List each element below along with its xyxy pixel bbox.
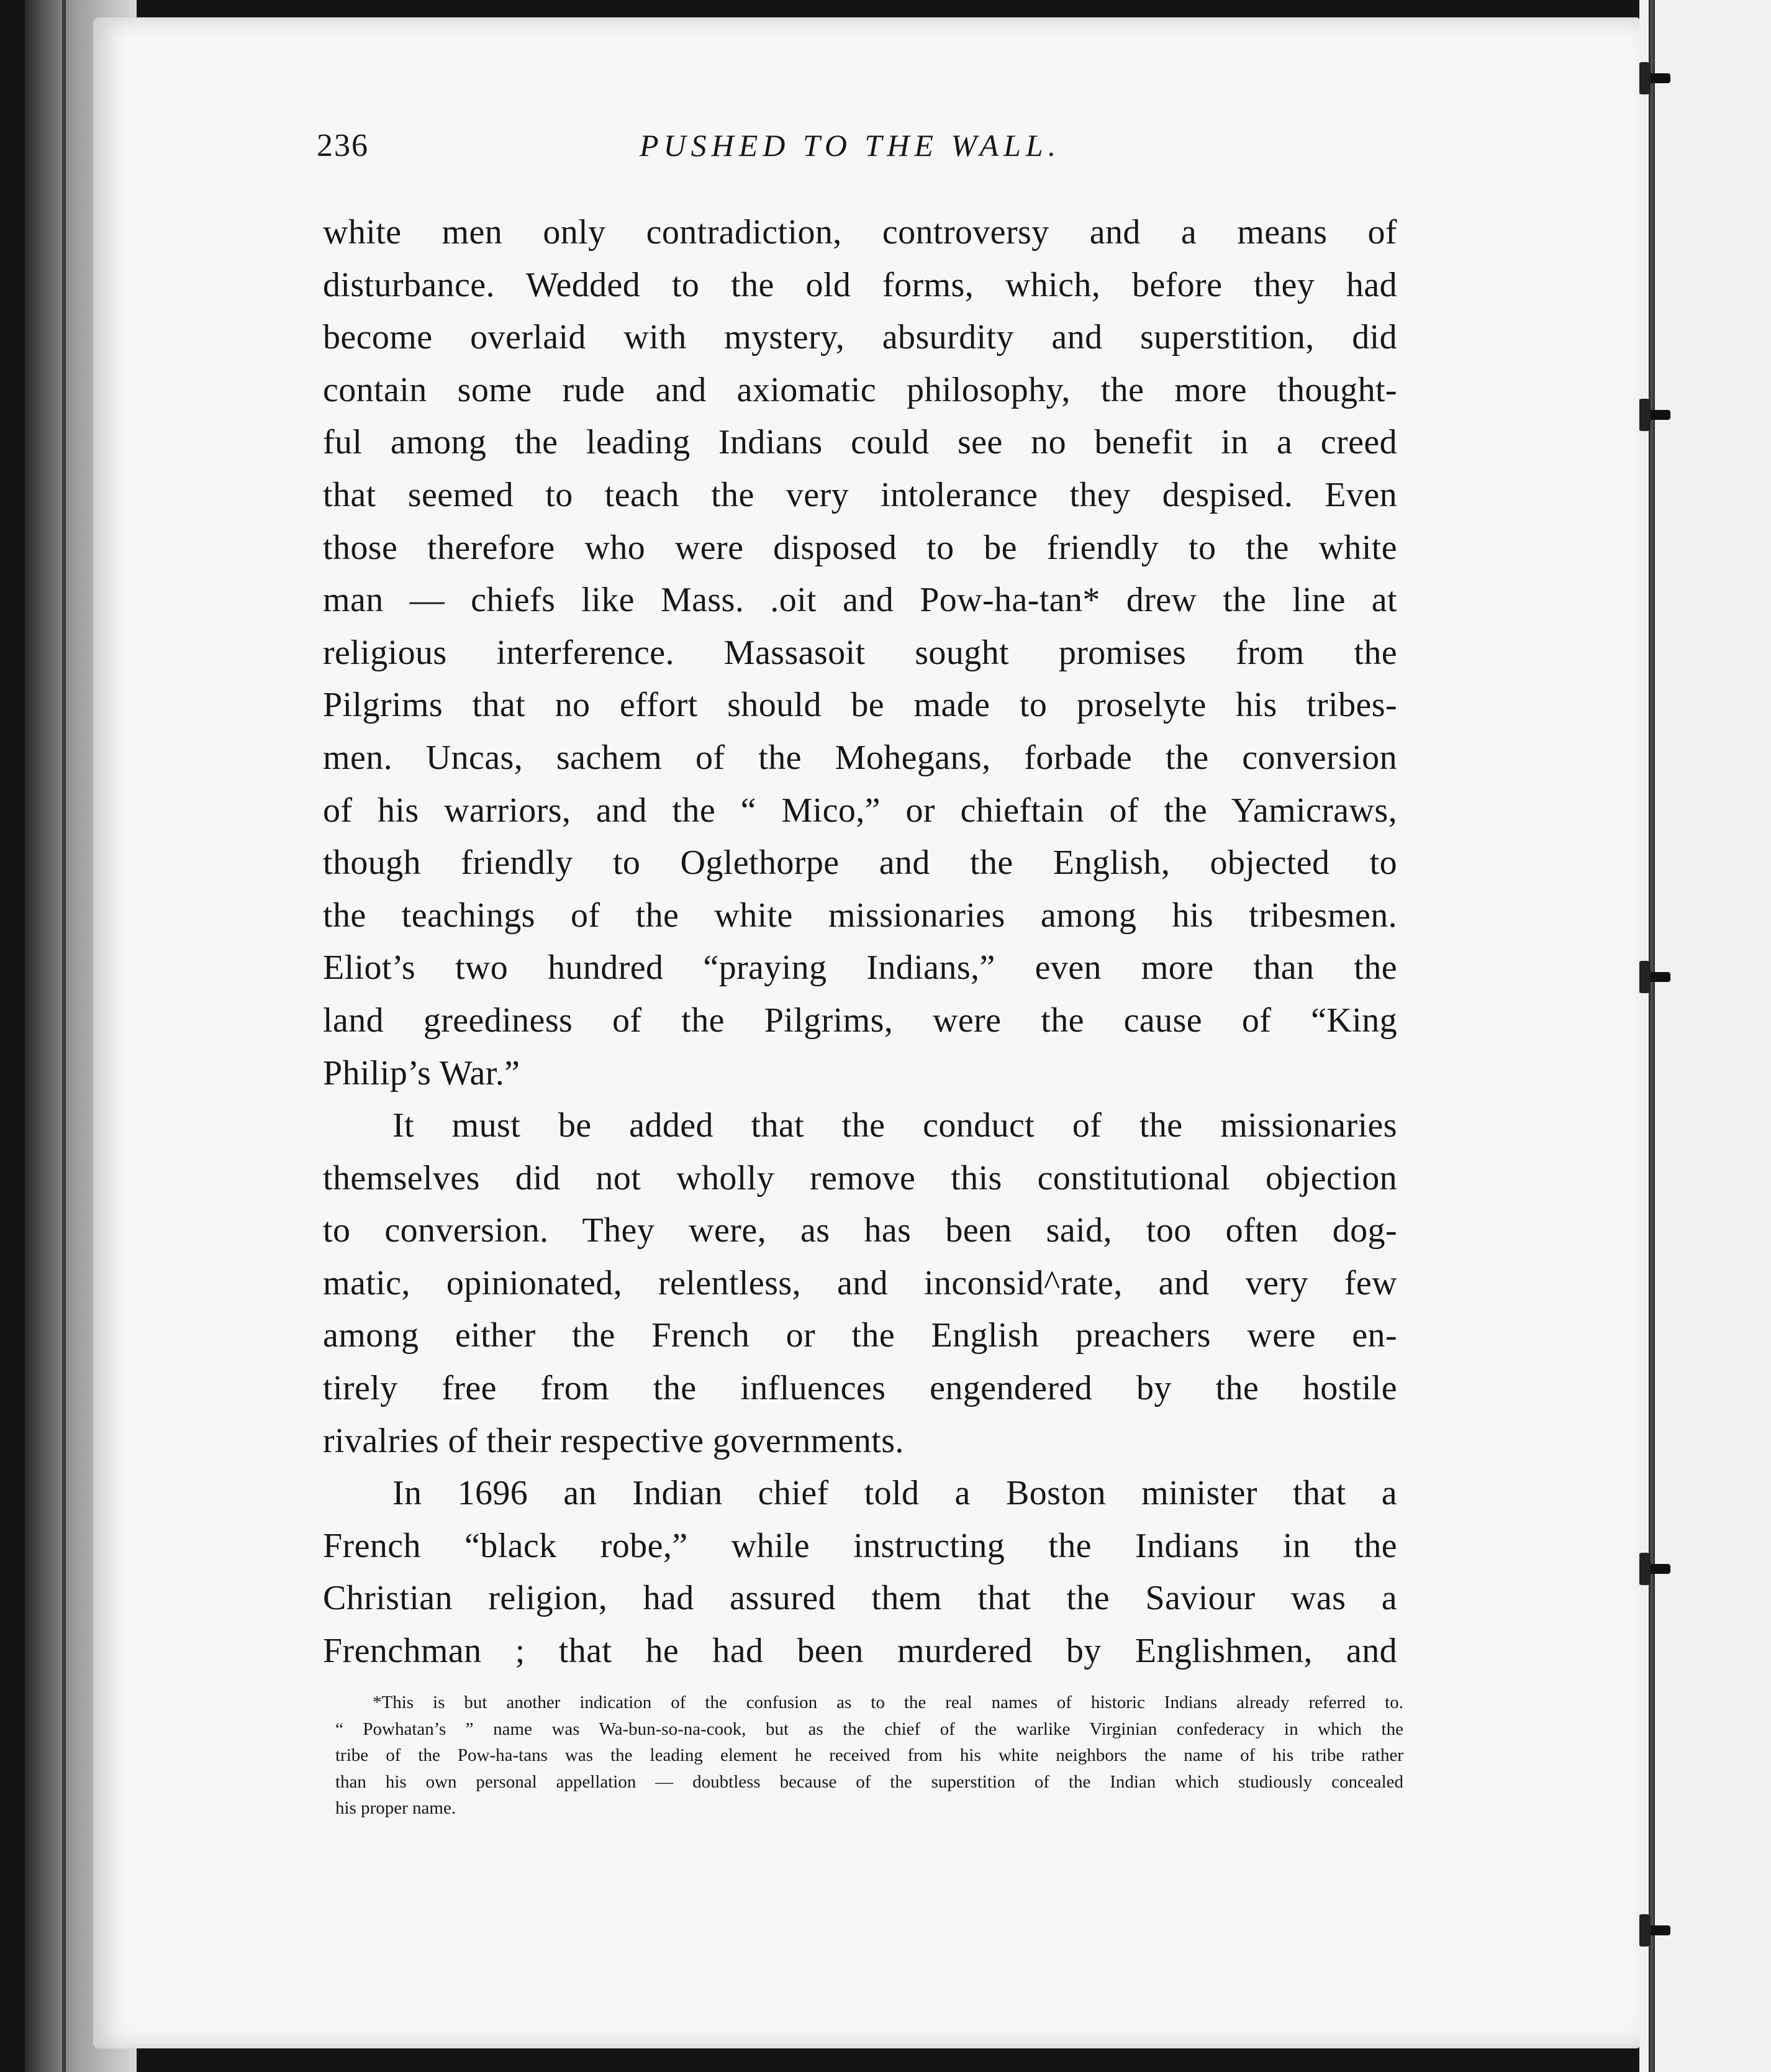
- paragraph-start-line: In 1696 an Indian chief told a Boston minister that a: [392, 1474, 1397, 1513]
- text-line: Christian religion, had assured them that the Saviour was a: [323, 1579, 1397, 1618]
- text-line: rivalries of their respective governments.: [323, 1421, 904, 1460]
- text-line: land greediness of the Pilgrims, were the cause of “King: [323, 1001, 1397, 1040]
- text-line: Philip’s War.”: [323, 1053, 520, 1093]
- text-line: Pilgrims that no effort should be made to proselyte his tribes-: [323, 686, 1397, 725]
- text-line: the teachings of the white missionaries among his tribesmen.: [323, 896, 1397, 935]
- text-line: themselves did not wholly remove this constitutional objection: [323, 1158, 1397, 1197]
- text-line: man — chiefs like Mass. .oit and Pow-ha-tan* drew the line at: [323, 581, 1397, 620]
- footnote-line: *This is but another indication of the confusion as to the real names of historic Indians already referred to.: [373, 1693, 1403, 1712]
- running-head: [317, 127, 1608, 171]
- footnote-line: tribe of the Pow-ha-tans was the leading element he received from his white neighbors the name of his tribe rather: [335, 1745, 1403, 1765]
- footnote-line: his proper name.: [335, 1798, 456, 1818]
- text-line: contain some rude and axiomatic philosophy, the more thought-: [323, 370, 1397, 409]
- text-line: matic, opinionated, relentless, and inconsid^rate, and very few: [323, 1263, 1397, 1302]
- paragraph-start-line: It must be added that the conduct of the missionaries: [392, 1106, 1397, 1145]
- text-line: white men only contradiction, controversy and a means of: [323, 213, 1397, 252]
- footnote-line: than his own personal appellation — doubtless because of the superstition of the Indian which studiously concealed: [335, 1771, 1403, 1792]
- right-margin-strip: [1639, 0, 1771, 2072]
- text-line: ful among the leading Indians could see no benefit in a creed: [323, 423, 1397, 462]
- footnote: [335, 1689, 1403, 1822]
- text-line: those therefore who were disposed to be friendly to the white: [323, 528, 1397, 567]
- text-line: become overlaid with mystery, absurdity and superstition, did: [323, 318, 1397, 357]
- body-text: [323, 206, 1397, 1678]
- text-line: among either the French or the English preachers were en-: [323, 1316, 1397, 1355]
- running-title: PUSHED TO THE WALL.: [640, 128, 1061, 163]
- text-line: that seemed to teach the very intolerance they despised. Even: [323, 475, 1397, 514]
- page-number: 236: [317, 128, 369, 163]
- text-line: tirely free from the influences engendered by the hostile: [323, 1369, 1397, 1408]
- text-line: men. Uncas, sachem of the Mohegans, forbade the conversion: [323, 738, 1397, 777]
- text-line: of his warriors, and the “ Mico,” or chieftain of the Yamicraws,: [323, 791, 1397, 830]
- text-line: French “black robe,” while instructing the Indians in the: [323, 1526, 1397, 1565]
- text-line: Eliot’s two hundred “praying Indians,” even more than the: [323, 948, 1397, 988]
- text-line: to conversion. They were, as has been said, too often dog-: [323, 1211, 1397, 1250]
- text-line: Frenchman ; that he had been murdered by Englishmen, and: [323, 1632, 1397, 1671]
- binding-wire: [1649, 0, 1655, 2072]
- text-line: disturbance. Wedded to the old forms, which, before they had: [323, 265, 1397, 304]
- text-line: religious interference. Massasoit sought promises from the: [323, 633, 1397, 672]
- text-line: though friendly to Oglethorpe and the English, objected to: [323, 843, 1397, 883]
- footnote-line: “ Powhatan’s ” name was Wa-bun-so-na-cook, but as the chief of the warlike Virginian confederacy in which the: [335, 1719, 1403, 1739]
